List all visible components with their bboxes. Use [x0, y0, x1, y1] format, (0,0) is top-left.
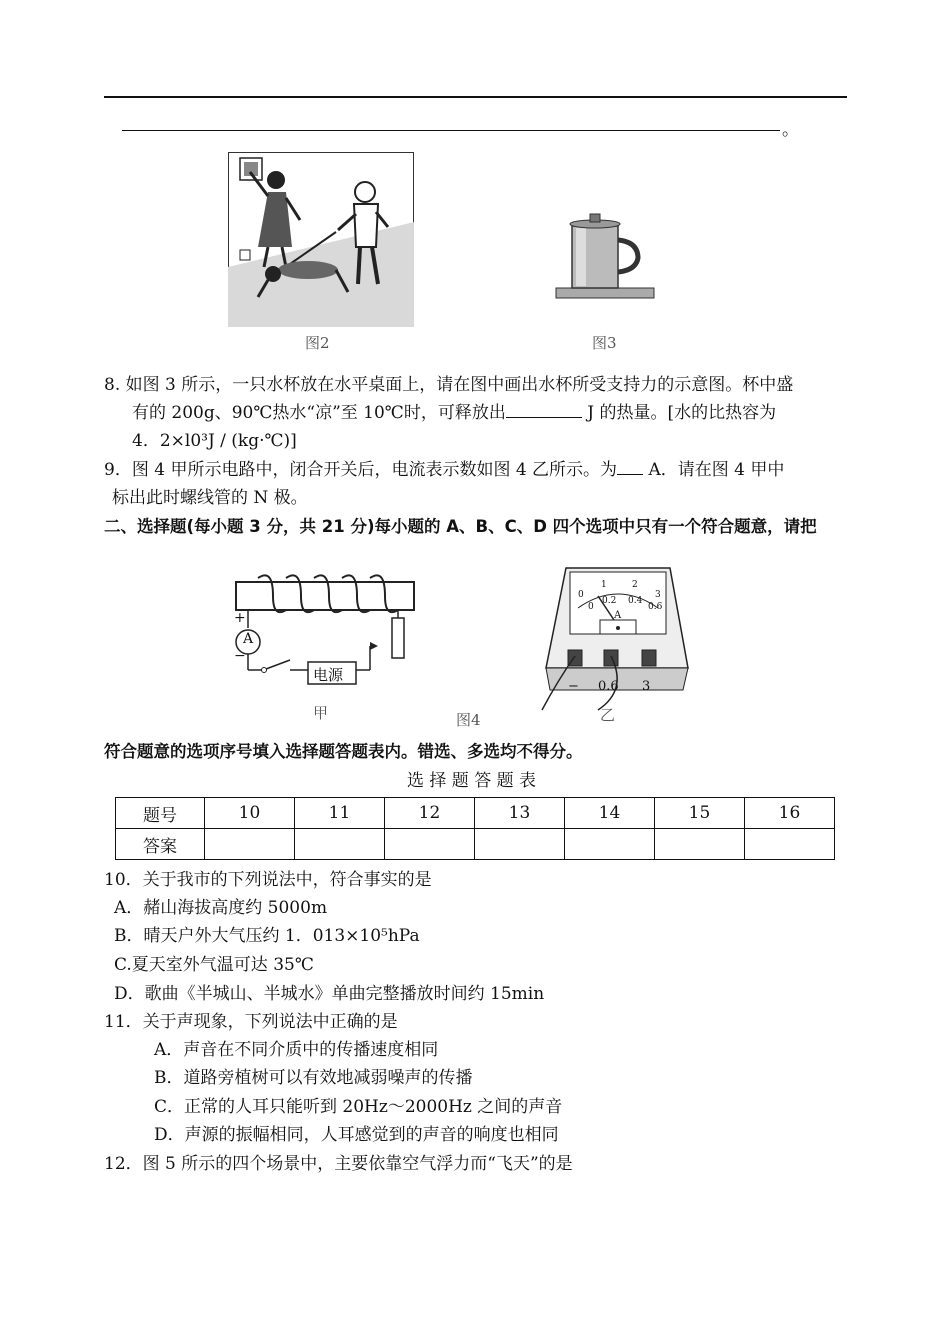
answer-table-number-row	[116, 798, 835, 829]
fig4-scale-bottom-1: 0.2	[602, 596, 617, 606]
question-number-13: 13	[475, 798, 565, 829]
figure-4-jia	[228, 570, 428, 720]
answer-table-title: 选 择 题 答 题 表	[407, 771, 537, 791]
fig4-scale-top-2: 2	[632, 580, 638, 590]
q12-stem: 12．图 5 所示的四个场景中，主要依靠空气浮力而“飞天”的是	[104, 1154, 573, 1174]
line-end-mark: 。	[782, 120, 799, 140]
q10-option-c: C.夏天室外气温可达 35℃	[114, 955, 314, 975]
section2-heading-line2: 符合题意的选项序号填入选择题答题表内。错选、多选均不得分。	[104, 742, 583, 761]
figure-4-yi	[538, 560, 698, 720]
answer-cell-16[interactable]	[745, 829, 835, 860]
fig4-terminal-0-6: 0.6	[598, 679, 619, 694]
answer-cell-10[interactable]	[205, 829, 295, 860]
figure-2-caption: 图2	[305, 334, 330, 352]
fig4-jia-caption: 甲	[313, 704, 329, 722]
figure-2-illustration	[228, 152, 414, 327]
q9-line1-start: 9．图 4 甲所示电路中，闭合开关后，电流表示数如图 4 乙所示。为	[104, 460, 618, 480]
answer-cell-11[interactable]	[295, 829, 385, 860]
question-number-15: 15	[655, 798, 745, 829]
fig4-meter-a-label: A	[614, 610, 622, 621]
fig4-terminal-3: 3	[642, 679, 651, 694]
q8-line3: 4．2×l0³J / (kg·℃)]	[132, 431, 297, 451]
q8-line2	[132, 399, 776, 427]
q8-line2-end: J 的热量。[水的比热容为	[581, 403, 777, 423]
q11-option-c: C．正常的人耳只能听到 20Hz～2000Hz 之间的声音	[154, 1097, 563, 1117]
figure-4-circuit-diagram	[228, 570, 428, 720]
q10-option-b: B．晴天户外大气压约 1．013×10⁵hPa	[114, 926, 420, 946]
figure-2	[228, 152, 414, 327]
fig4-terminal-minus: −	[568, 679, 579, 694]
answer-cell-15[interactable]	[655, 829, 745, 860]
q11-option-a: A．声音在不同介质中的传播速度相同	[154, 1040, 439, 1060]
answer-cell-12[interactable]	[385, 829, 475, 860]
q11-option-b: B．道路旁植树可以有效地减弱噪声的传播	[154, 1068, 473, 1088]
figure-3	[550, 210, 660, 305]
figure-4-ammeter-illustration	[538, 560, 698, 720]
fig4-plus-sign: +	[234, 610, 246, 626]
fig4-ammeter-label: A	[243, 631, 254, 647]
q8-line2-start: 有的 200g、90℃热水“凉”至 10℃时，可释放出	[132, 403, 506, 423]
answer-cell-13[interactable]	[475, 829, 565, 860]
q10-option-d: D．歌曲《半城山、半城水》单曲完整播放时间约 15min	[114, 984, 545, 1004]
question-number-10: 10	[205, 798, 295, 829]
q9-answer-blank[interactable]	[617, 456, 643, 475]
q9-line1-end: A．请在图 4 甲中	[643, 460, 785, 480]
question-number-14: 14	[565, 798, 655, 829]
answer-table	[115, 797, 835, 860]
figure-3-caption: 图3	[592, 334, 617, 352]
fig4-scale-top-3: 3	[655, 590, 661, 600]
fig4-scale-bottom-0: 0	[588, 602, 594, 612]
fig4-power-label: 电源	[313, 666, 344, 684]
q8-answer-blank[interactable]	[506, 399, 582, 418]
question-number-12: 12	[385, 798, 475, 829]
q10-stem: 10．关于我市的下列说法中，符合事实的是	[104, 870, 432, 890]
number-row-label: 题号	[116, 798, 205, 829]
q11-option-d: D．声源的振幅相同，人耳感觉到的声音的响度也相同	[154, 1125, 559, 1145]
fig4-scale-bottom-2: 0.4	[628, 596, 643, 606]
question-number-11: 11	[295, 798, 385, 829]
top-rule	[104, 96, 847, 98]
answer-cell-14[interactable]	[565, 829, 655, 860]
fig4-scale-top-0: 0	[578, 590, 584, 600]
question-number-16: 16	[745, 798, 835, 829]
answer-table-answer-row	[116, 829, 835, 860]
fig4-yi-caption: 乙	[600, 706, 616, 724]
fig4-minus-sign: −	[234, 648, 246, 664]
answer-row-label: 答案	[116, 829, 205, 860]
fig4-scale-bottom-3: 0.6	[648, 602, 663, 612]
answer-line	[122, 130, 780, 131]
q9-line1	[104, 456, 784, 484]
fig4-caption: 图4	[456, 711, 481, 729]
section2-heading-line1: 二、选择题(每小题 3 分，共 21 分)每小题的 A、B、C、D 四个选项中只有一个符合题意，请把	[104, 517, 817, 536]
q11-stem: 11．关于声现象，下列说法中正确的是	[104, 1012, 398, 1032]
fig4-scale-top-1: 1	[601, 580, 607, 590]
q9-line2: 标出此时螺线管的 N 极。	[112, 488, 308, 508]
q8-line1: 8. 如图 3 所示，一只水杯放在水平桌面上，请在图中画出水杯所受支持力的示意图。杯中盛	[104, 375, 794, 395]
figure-3-cup-illustration	[550, 210, 660, 305]
q10-option-a: A．赭山海拔高度约 5000m	[114, 898, 328, 918]
